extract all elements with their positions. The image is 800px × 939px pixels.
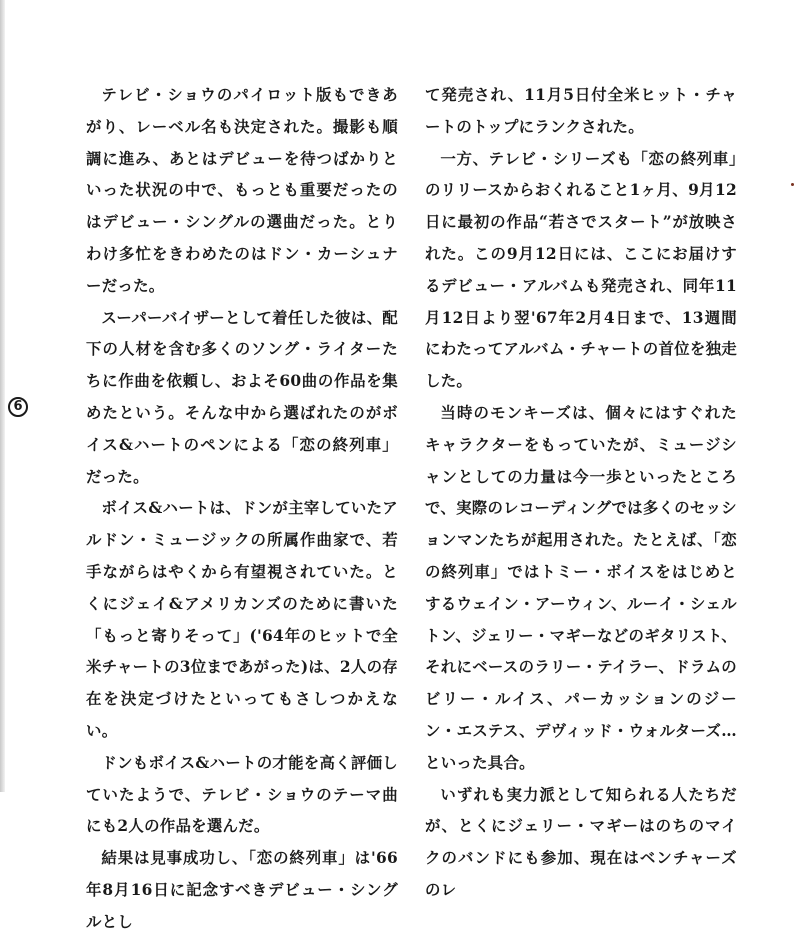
paragraph: 結果は見事成功し、「恋の終列車」は'66年8月16日に記念すべきデビュー・シングルとし bbox=[86, 849, 398, 931]
paragraph: スーパーバイザーとして着任した彼は、配下の人材を含む多くのソング・ライターたちに作曲を依頼し、およそ60曲の作品を集めたという。そんな中から選ばれたのがボイス&ハートのペンによる「恋の終列車」だった。 bbox=[86, 308, 398, 486]
paragraph: ボイス&ハートは、ドンが主宰していたアルドン・ミュージックの所属作曲家で、若手ながらはやくから有望視されていた。とくにジェイ&アメリカンズのために書いた「もっと寄りそって」('64年のヒットで全米チャートの3位まであがった)は、2人の存在を決定づけたといってもさしつかえない。 bbox=[86, 499, 398, 740]
paragraph: いずれも実力派として知られる人たちだが、とくにジェリー・マギーはのちのマイクのバンドにも参加、現在はベンチャーズのレ bbox=[425, 785, 737, 899]
paragraph: ドンもボイス&ハートの才能を高く評価していたようで、テレビ・ショウのテーマ曲にも2人の作品を選んだ。 bbox=[86, 753, 398, 836]
page-number: 6 bbox=[8, 397, 28, 417]
print-speck bbox=[791, 183, 794, 186]
left-column bbox=[86, 80, 398, 939]
paragraph-continued: て発売され、11月5日付全米ヒット・チャートのトップにランクされた。 bbox=[425, 86, 737, 136]
paragraph: 一方、テレビ・シリーズも「恋の終列車」のリリースからおくれること1ヶ月、9月12日に最初の作品“若さでスタート”が放映された。この9月12日には、ここにお届けするデビュー・アルバムも発売され、同年11月12日より翌'67年2月4日まで、13週間にわたってアルバム・チャートの首位を独走した。 bbox=[425, 149, 737, 391]
right-column bbox=[425, 80, 737, 907]
paragraph: テレビ・ショウのパイロット版もできあがり、レーベル名も決定された。撮影も順調に進み、あとはデビューを待つばかりといった状況の中で、もっとも重要だったのはデビュー・シングルの選曲だった。とりわけ多忙をきわめたのはドン・カーシュナーだった。 bbox=[86, 86, 398, 295]
page-edge bbox=[0, 0, 5, 792]
paragraph: 当時のモンキーズは、個々にはすぐれたキャラクターをもっていたが、ミュージシャンとしての力量は今一歩といったところで、実際のレコーディングでは多くのセッションマンたちが起用された。たとえば、「恋の終列車」ではトミー・ボイスをはじめとするウェイン・アーウィン、ルーイ・シェルトン、ジェリー・マギーなどのギタリスト、それにベースのラリー・テイラー、ドラムのビリー・ルイス、パーカッションのジーン・エステス、デヴィッド・ウォルターズ…といった具合。 bbox=[425, 403, 737, 772]
